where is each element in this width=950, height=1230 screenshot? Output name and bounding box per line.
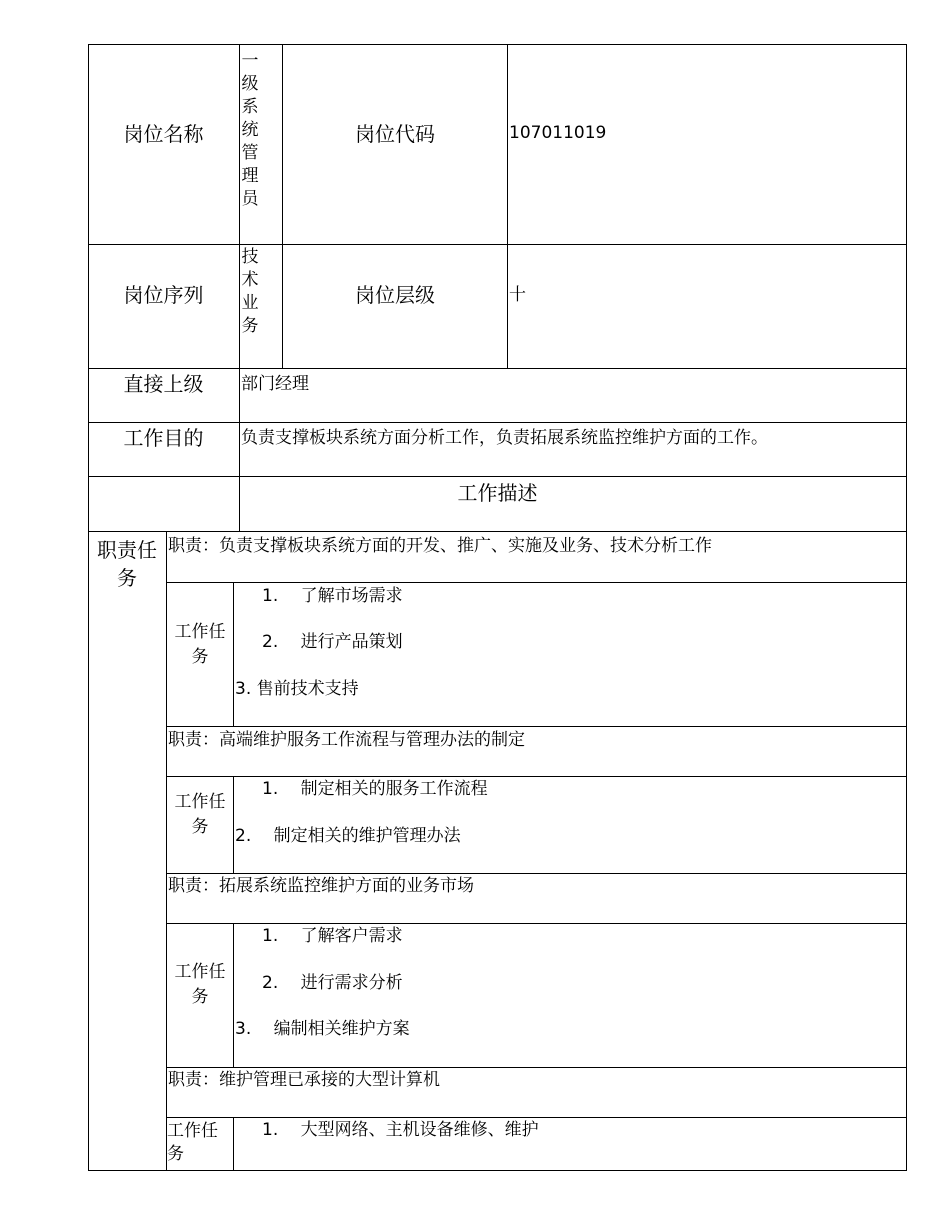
task-item: 2. 制定相关的维护管理办法 bbox=[235, 826, 461, 846]
position-name-value: 一级系统管理员 bbox=[241, 51, 259, 209]
row-divider bbox=[88, 422, 907, 423]
row-divider bbox=[166, 1067, 907, 1068]
duty-title: 职责：拓展系统监控维护方面的业务市场 bbox=[168, 876, 474, 896]
duty-title: 职责：维护管理已承接的大型计算机 bbox=[168, 1070, 440, 1090]
row-divider bbox=[166, 923, 907, 924]
task-item: 3. 编制相关维护方案 bbox=[235, 1019, 410, 1039]
position-code-value: 107011019 bbox=[509, 123, 607, 143]
border-top bbox=[88, 44, 907, 45]
position-code-label: 岗位代码 bbox=[355, 122, 435, 146]
task-item: 2. 进行需求分析 bbox=[262, 973, 403, 993]
section-title: 工作描述 bbox=[457, 481, 538, 505]
supervisor-value: 部门经理 bbox=[241, 374, 309, 394]
border-left bbox=[88, 44, 89, 1171]
task-item: 1. 了解客户需求 bbox=[262, 926, 403, 946]
col-divider bbox=[233, 776, 234, 873]
purpose-label: 工作目的 bbox=[123, 426, 204, 450]
duty-title: 职责：负责支撑板块系统方面的开发、推广、实施及业务、技术分析工作 bbox=[168, 536, 712, 556]
row-divider bbox=[166, 776, 907, 777]
task-label: 工作任务 bbox=[167, 1121, 218, 1164]
row-divider bbox=[166, 582, 907, 583]
duty-task-label: 职责任务 bbox=[97, 538, 157, 590]
purpose-value: 负责支撑板块系统方面分析工作，负责拓展系统监控维护方面的工作。 bbox=[241, 428, 768, 448]
task-item: 3. 售前技术支持 bbox=[235, 679, 359, 699]
task-item: 1. 制定相关的服务工作流程 bbox=[262, 779, 488, 799]
row-divider bbox=[88, 531, 907, 532]
row-divider bbox=[88, 244, 907, 245]
row-divider bbox=[166, 726, 907, 727]
col-divider bbox=[507, 44, 508, 368]
col-divider bbox=[282, 44, 283, 368]
job-description-table bbox=[88, 44, 907, 1171]
duty-title: 职责：高端维护服务工作流程与管理办法的制定 bbox=[168, 730, 525, 750]
border-right bbox=[906, 44, 907, 1171]
task-label: 工作任务 bbox=[174, 962, 226, 1007]
position-series-value: 技术业务 bbox=[241, 247, 259, 336]
task-label: 工作任务 bbox=[174, 792, 226, 837]
col-divider bbox=[233, 1117, 234, 1170]
row-divider bbox=[166, 873, 907, 874]
task-item: 1. 了解市场需求 bbox=[262, 586, 403, 606]
position-level-value: 十 bbox=[509, 285, 526, 305]
row-divider bbox=[88, 476, 907, 477]
position-name-label: 岗位名称 bbox=[123, 122, 204, 146]
row-divider bbox=[88, 368, 907, 369]
col-divider bbox=[233, 582, 234, 726]
task-item: 1. 大型网络、主机设备维修、维护 bbox=[262, 1120, 539, 1140]
row-divider bbox=[166, 1117, 907, 1118]
task-label: 工作任务 bbox=[174, 622, 226, 667]
col-divider bbox=[233, 923, 234, 1067]
border-bottom bbox=[88, 1170, 907, 1171]
supervisor-label: 直接上级 bbox=[123, 372, 204, 396]
position-series-label: 岗位序列 bbox=[123, 283, 204, 307]
position-level-label: 岗位层级 bbox=[355, 283, 435, 307]
task-item: 2. 进行产品策划 bbox=[262, 632, 403, 652]
